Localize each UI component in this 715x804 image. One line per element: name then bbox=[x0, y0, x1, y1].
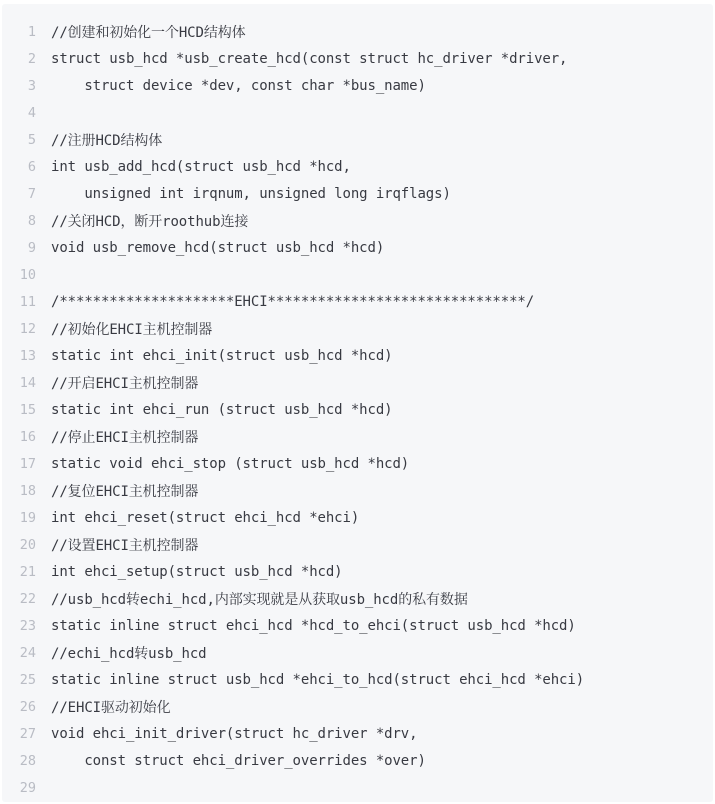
code-text: //echi_hcd转usb_hcd bbox=[51, 645, 207, 662]
line-number: 10 bbox=[19, 266, 36, 283]
line-number: 8 bbox=[27, 212, 36, 229]
line-number: 9 bbox=[27, 239, 36, 256]
line-number: 20 bbox=[19, 536, 36, 553]
line-number: 14 bbox=[19, 374, 36, 391]
code-line bbox=[2, 45, 713, 72]
code-line bbox=[2, 72, 713, 99]
code-line bbox=[2, 180, 713, 207]
code-text: //注册HCD结构体 bbox=[51, 132, 163, 149]
code-text: static int ehci_run (struct usb_hcd *hcd) bbox=[51, 401, 393, 418]
line-number: 1 bbox=[27, 23, 36, 40]
code-line bbox=[2, 693, 713, 720]
code-line bbox=[2, 612, 713, 639]
line-number: 24 bbox=[19, 644, 36, 661]
code-text: //停止EHCI主机控制器 bbox=[51, 429, 199, 446]
code-text: //关闭HCD，断开roothub连接 bbox=[51, 213, 249, 230]
line-number: 12 bbox=[19, 320, 36, 337]
code-block bbox=[2, 4, 713, 802]
code-line bbox=[2, 531, 713, 558]
code-text: /*********************EHCI*******************************/ bbox=[51, 293, 535, 310]
code-line bbox=[2, 288, 713, 315]
code-line bbox=[2, 396, 713, 423]
line-number: 26 bbox=[19, 698, 36, 715]
line-number: 29 bbox=[19, 779, 36, 796]
code-line bbox=[2, 558, 713, 585]
line-number: 25 bbox=[19, 671, 36, 688]
code-text: const struct ehci_driver_overrides *over) bbox=[51, 752, 426, 769]
code-text: //usb_hcd转echi_hcd,内部实现就是从获取usb_hcd的私有数据 bbox=[51, 591, 468, 608]
code-line bbox=[2, 585, 713, 612]
code-text: unsigned int irqnum, unsigned long irqflags) bbox=[51, 185, 451, 202]
code-line bbox=[2, 369, 713, 396]
line-number: 27 bbox=[19, 725, 36, 742]
code-line bbox=[2, 315, 713, 342]
line-number: 22 bbox=[19, 590, 36, 607]
code-text: void usb_remove_hcd(struct usb_hcd *hcd) bbox=[51, 239, 385, 256]
code-line bbox=[2, 153, 713, 180]
line-number: 11 bbox=[19, 293, 36, 310]
code-line bbox=[2, 747, 713, 774]
line-number: 18 bbox=[19, 482, 36, 499]
line-number: 15 bbox=[19, 401, 36, 418]
line-number: 2 bbox=[27, 50, 36, 67]
line-number: 16 bbox=[19, 428, 36, 445]
code-text: //复位EHCI主机控制器 bbox=[51, 483, 199, 500]
line-number: 4 bbox=[27, 104, 36, 121]
code-text: int usb_add_hcd(struct usb_hcd *hcd, bbox=[51, 158, 351, 175]
code-text: int ehci_setup(struct usb_hcd *hcd) bbox=[51, 563, 343, 580]
code-line bbox=[2, 774, 713, 801]
line-number: 5 bbox=[27, 131, 36, 148]
line-number: 17 bbox=[19, 455, 36, 472]
line-number: 3 bbox=[27, 77, 36, 94]
code-line bbox=[2, 720, 713, 747]
line-number: 6 bbox=[27, 158, 36, 175]
code-text: struct usb_hcd *usb_create_hcd(const struct hc_driver *driver, bbox=[51, 50, 568, 67]
line-number: 7 bbox=[27, 185, 36, 202]
code-text: void ehci_init_driver(struct hc_driver *drv, bbox=[51, 725, 418, 742]
code-line bbox=[2, 126, 713, 153]
line-number: 13 bbox=[19, 347, 36, 364]
code-line bbox=[2, 18, 713, 45]
code-text: //开启EHCI主机控制器 bbox=[51, 375, 199, 392]
line-number: 23 bbox=[19, 617, 36, 634]
code-text: //EHCI驱动初始化 bbox=[51, 699, 171, 716]
code-line bbox=[2, 423, 713, 450]
code-line bbox=[2, 504, 713, 531]
code-text: //初始化EHCI主机控制器 bbox=[51, 321, 213, 338]
line-number: 19 bbox=[19, 509, 36, 526]
code-line bbox=[2, 477, 713, 504]
code-text: static int ehci_init(struct usb_hcd *hcd) bbox=[51, 347, 393, 364]
code-line bbox=[2, 666, 713, 693]
code-line bbox=[2, 342, 713, 369]
code-line bbox=[2, 99, 713, 126]
line-number: 28 bbox=[19, 752, 36, 769]
code-text: static void ehci_stop (struct usb_hcd *hcd) bbox=[51, 455, 410, 472]
code-text: //创建和初始化一个HCD结构体 bbox=[51, 24, 246, 41]
code-text: static inline struct ehci_hcd *hcd_to_ehci(struct usb_hcd *hcd) bbox=[51, 617, 576, 634]
code-line bbox=[2, 450, 713, 477]
code-text: struct device *dev, const char *bus_name) bbox=[51, 77, 426, 94]
code-text: static inline struct usb_hcd *ehci_to_hcd(struct ehci_hcd *ehci) bbox=[51, 671, 585, 688]
code-line bbox=[2, 261, 713, 288]
code-text: int ehci_reset(struct ehci_hcd *ehci) bbox=[51, 509, 360, 526]
code-line bbox=[2, 207, 713, 234]
code-line bbox=[2, 639, 713, 666]
code-text: //设置EHCI主机控制器 bbox=[51, 537, 199, 554]
line-number: 21 bbox=[19, 563, 36, 580]
code-line bbox=[2, 234, 713, 261]
